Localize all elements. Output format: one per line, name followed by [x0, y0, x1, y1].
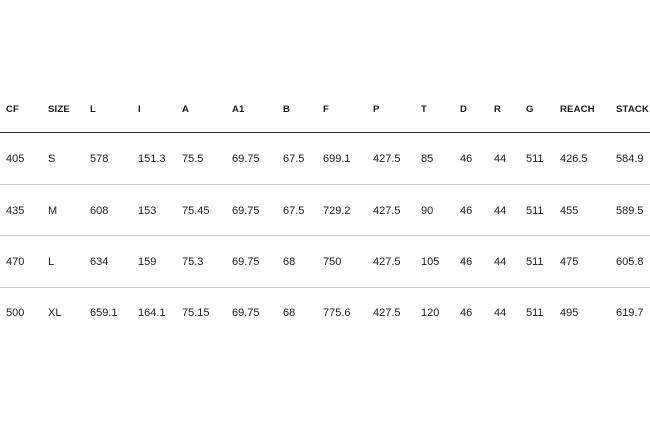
table-cell: 69.75 — [232, 205, 260, 217]
table-cell: 589.5 — [616, 205, 644, 217]
table-cell: 44 — [494, 153, 507, 165]
table-cell: 511 — [526, 153, 544, 165]
column-header: F — [323, 104, 330, 115]
table-cell: 85 — [421, 153, 434, 165]
table-cell: 435 — [6, 205, 25, 217]
table-cell: 578 — [90, 153, 109, 165]
table-cell: 511 — [526, 307, 544, 319]
table-cell: S — [48, 153, 56, 165]
table-cell: 46 — [460, 256, 473, 268]
table-cell: 75.45 — [182, 205, 210, 217]
row-divider — [0, 235, 650, 236]
table-cell: 775.6 — [323, 307, 351, 319]
table-row — [0, 153, 650, 169]
table-cell: 426.5 — [560, 153, 588, 165]
table-cell: 511 — [526, 256, 544, 268]
column-header: R — [494, 104, 502, 115]
table-cell: 455 — [560, 205, 579, 217]
table-header-row — [0, 104, 650, 124]
column-header: L — [90, 104, 97, 115]
table-cell: 634 — [90, 256, 109, 268]
column-header: D — [460, 104, 468, 115]
table-cell: 427.5 — [373, 205, 401, 217]
table-cell: 427.5 — [373, 153, 401, 165]
column-header: G — [526, 104, 534, 115]
table-cell: 75.3 — [182, 256, 204, 268]
table-cell: 659.1 — [90, 307, 118, 319]
column-header: T — [421, 104, 428, 115]
header-divider — [0, 132, 650, 133]
table-cell: 46 — [460, 307, 473, 319]
table-cell: 750 — [323, 256, 342, 268]
table-cell: 46 — [460, 153, 473, 165]
table-cell: 153 — [138, 205, 157, 217]
table-cell: 605.8 — [616, 256, 644, 268]
table-row — [0, 205, 650, 221]
table-cell: 75.5 — [182, 153, 204, 165]
table-cell: 500 — [6, 307, 25, 319]
column-header: REACH — [560, 104, 595, 115]
column-header: CF — [6, 104, 20, 115]
table-cell: 46 — [460, 205, 473, 217]
table-cell: 44 — [494, 307, 507, 319]
table-row — [0, 256, 650, 272]
table-cell: 75.15 — [182, 307, 210, 319]
table-cell: 475 — [560, 256, 579, 268]
table-cell: 68 — [283, 256, 296, 268]
table-cell: 427.5 — [373, 307, 401, 319]
table-row — [0, 307, 650, 323]
table-cell: 699.1 — [323, 153, 351, 165]
table-cell: 427.5 — [373, 256, 401, 268]
table-cell: 729.2 — [323, 205, 351, 217]
table-cell: 69.75 — [232, 256, 260, 268]
column-header: P — [373, 104, 380, 115]
table-cell: 619.7 — [616, 307, 644, 319]
table-cell: 584.9 — [616, 153, 644, 165]
table-cell: 608 — [90, 205, 109, 217]
table-cell: 495 — [560, 307, 579, 319]
table-cell: 151.3 — [138, 153, 166, 165]
row-divider — [0, 184, 650, 185]
table-cell: 67.5 — [283, 205, 305, 217]
table-cell: 90 — [421, 205, 434, 217]
table-cell: L — [48, 256, 55, 268]
table-cell: 470 — [6, 256, 25, 268]
table-cell: 120 — [421, 307, 440, 319]
row-divider — [0, 287, 650, 288]
table-cell: 44 — [494, 205, 507, 217]
table-cell: 69.75 — [232, 307, 260, 319]
table-cell: XL — [48, 307, 62, 319]
table-cell: 68 — [283, 307, 296, 319]
column-header: SIZE — [48, 104, 70, 115]
table-cell: 67.5 — [283, 153, 305, 165]
table-cell: 159 — [138, 256, 157, 268]
table-cell: 164.1 — [138, 307, 166, 319]
column-header: STACK — [616, 104, 650, 115]
table-cell: 405 — [6, 153, 25, 165]
table-cell: 69.75 — [232, 153, 260, 165]
table-cell: 511 — [526, 205, 544, 217]
table-cell: M — [48, 205, 58, 217]
column-header: A1 — [232, 104, 245, 115]
column-header: B — [283, 104, 291, 115]
column-header: I — [138, 104, 141, 115]
column-header: A — [182, 104, 190, 115]
table-cell: 105 — [421, 256, 440, 268]
table-cell: 44 — [494, 256, 507, 268]
